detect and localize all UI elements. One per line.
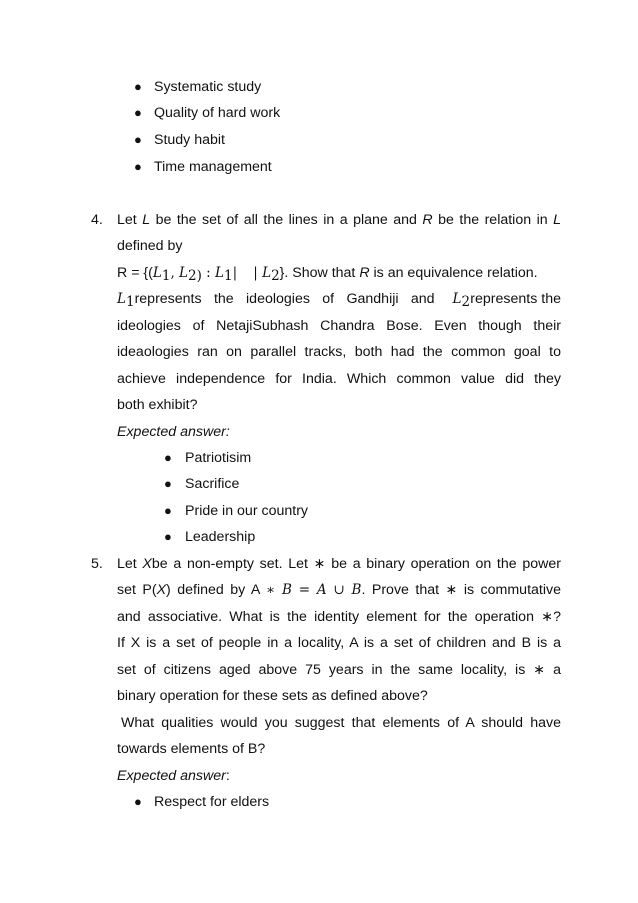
list-item: Systematic study [154,79,262,95]
list-item: Respect for elders [154,794,270,810]
bullet-icon: ● [134,79,142,94]
list-item: Sacrifice [185,476,240,492]
expected-answer-heading: Expected answer: [117,768,230,784]
bullet-icon: ● [134,794,142,809]
bullet-icon: ● [134,105,142,120]
question-text: If X is a set of people in a locality, A is a set of children and B is a [117,635,561,651]
list-item: Quality of hard work [154,105,281,121]
question-text: set of citizens aged above 75 years in the same locality, is ∗ a [117,662,561,678]
paragraph-line: achieve independence for India. Which common value did they [117,371,561,387]
expected-answer-heading: Expected answer: [117,424,230,440]
paragraph-line: ideaologies ran on parallel tracks, both had the common goal to [117,344,561,360]
question-text: defined by [117,238,183,254]
bullet-icon: ● [134,159,142,174]
paragraph-line: both exhibit? [117,397,198,413]
question-text: set P(X) defined by A ∗ B = A ∪ B. Prove that ∗ is commutative [117,582,561,598]
paragraph-line: $L_1represents$ the ideologies of Gandhiji and $L_2$ represents the [117,291,561,310]
question-number: 4. [91,212,103,228]
paragraph-line: ideologies of NetajiSubhash Chandra Bose. Even though their [117,318,561,334]
bullet-icon: ● [164,450,172,465]
question-number: 5. [91,556,103,572]
bullet-icon: ● [164,503,172,518]
question-text: and associative. What is the identity element for the operation ∗? [117,609,561,625]
question-text: binary operation for these sets as defined above? [117,688,428,704]
question-text: towards elements of B? [117,741,266,757]
bullet-icon: ● [164,529,172,544]
list-item: Time management [154,159,272,175]
bullet-icon: ● [164,476,172,491]
question-text: Let Xbe a non-empty set. Let ∗ be a binary operation on the power [117,556,561,572]
question-text: Let L be the set of all the lines in a plane and R be the relation in L [117,212,561,228]
list-item: Patriotisim [185,450,252,466]
list-item: Study habit [154,132,225,148]
relation-definition: $R = \{(L_1$, $L_{2)}$ : $L_1|$ | $L_2$}. Show that R is an equivalence relation. [117,265,538,284]
list-item: Leadership [185,529,256,545]
question-text: What qualities would you suggest that elements of A should have [121,715,561,731]
list-item: Pride in our country [185,503,309,519]
bullet-icon: ● [134,132,142,147]
